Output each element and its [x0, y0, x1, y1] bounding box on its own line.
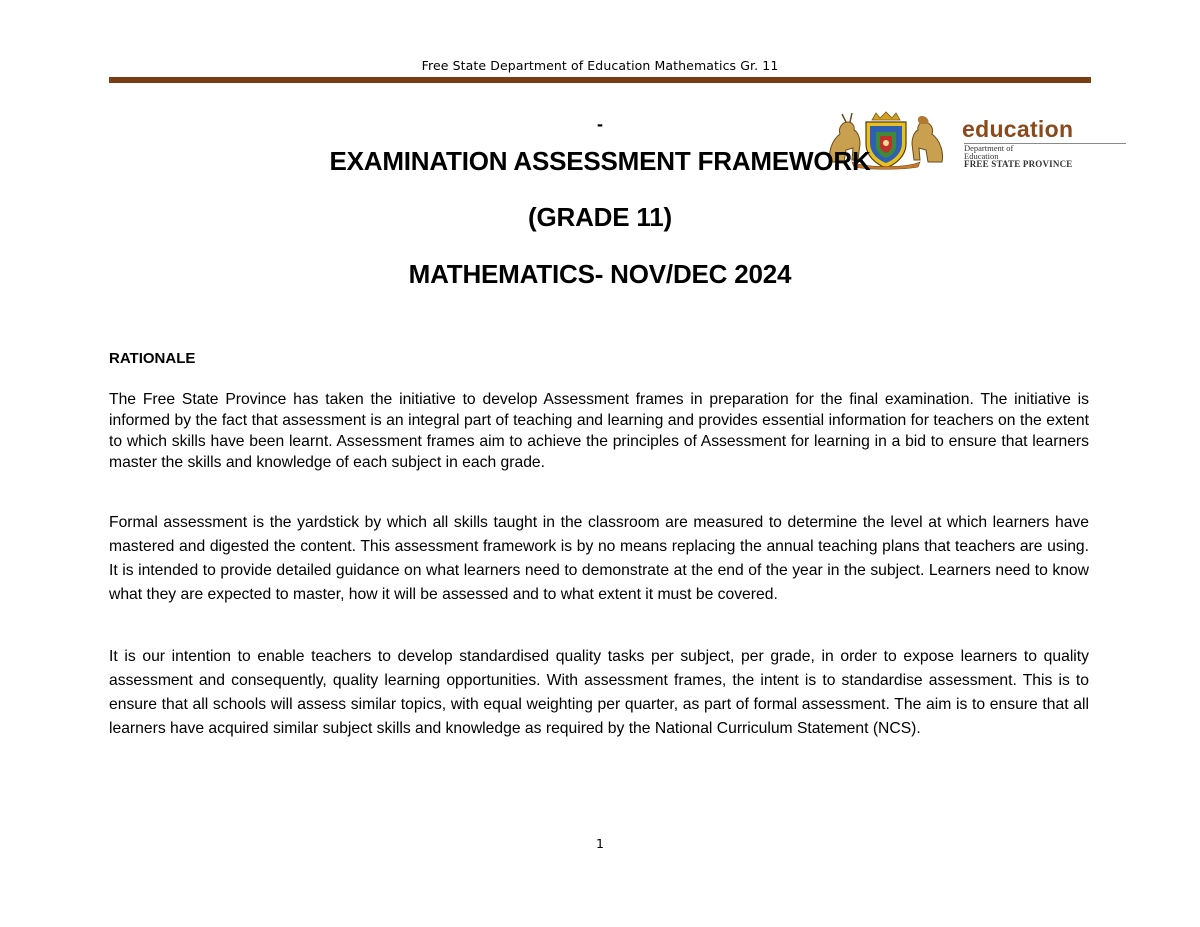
page-number: 1: [596, 836, 604, 851]
running-header: Free State Department of Education Mathematics Gr. 11: [421, 58, 779, 73]
header-rule: [109, 77, 1091, 83]
logo-wordmark: education: [962, 116, 1074, 142]
logo-subtitle-3: FREE STATE PROVINCE: [964, 159, 1073, 169]
dash-mark: -: [597, 114, 603, 134]
document-title: EXAMINATION ASSESSMENT FRAMEWORK: [329, 146, 871, 176]
logo-subtitle-1: Department of: [964, 143, 1014, 153]
paragraph: Formal assessment is the yardstick by which all skills taught in the classroom are measured to determine the level at which learners have mastered and digested the content. This assessment framework is by no means replacing the annual teaching plans that teachers are using. It is intended to provide detailed guidance on what learners need to demonstrate at the end of the year in the subject. Learners need to know what they are expected to master, how it will be assessed and to what extent it must be covered.: [109, 514, 1089, 603]
document-grade: (GRADE 11): [528, 202, 672, 232]
logo-subtitle-2: Education: [964, 151, 999, 161]
section-heading-rationale: RATIONALE: [109, 350, 196, 367]
paragraph: The Free State Province has taken the initiative to develop Assessment frames in preparation for the final examination. The initiative is informed by the fact that assessment is an integral part of teaching and learning and provides essential information for teachers on the extent to which skills have been learnt. Assessment frames aim to achieve the principles of Assessment for learning in a bid to ensure that learners master the skills and knowledge of each subject in each grade.: [109, 391, 1089, 471]
document-subject: MATHEMATICS- NOV/DEC 2024: [408, 259, 792, 289]
paragraph: It is our intention to enable teachers to develop standardised quality tasks per subject, per grade, in order to expose learners to quality assessment and consequently, quality learning opportunities. With assessment frames, the intent is to standardise assessment. This is to ensure that all schools will assess similar topics, with equal weighting per quarter, as part of formal assessment. The aim is to ensure that all learners have acquired similar subject skills and knowledge as required by the National Curriculum Statement (NCS).: [109, 648, 1089, 737]
